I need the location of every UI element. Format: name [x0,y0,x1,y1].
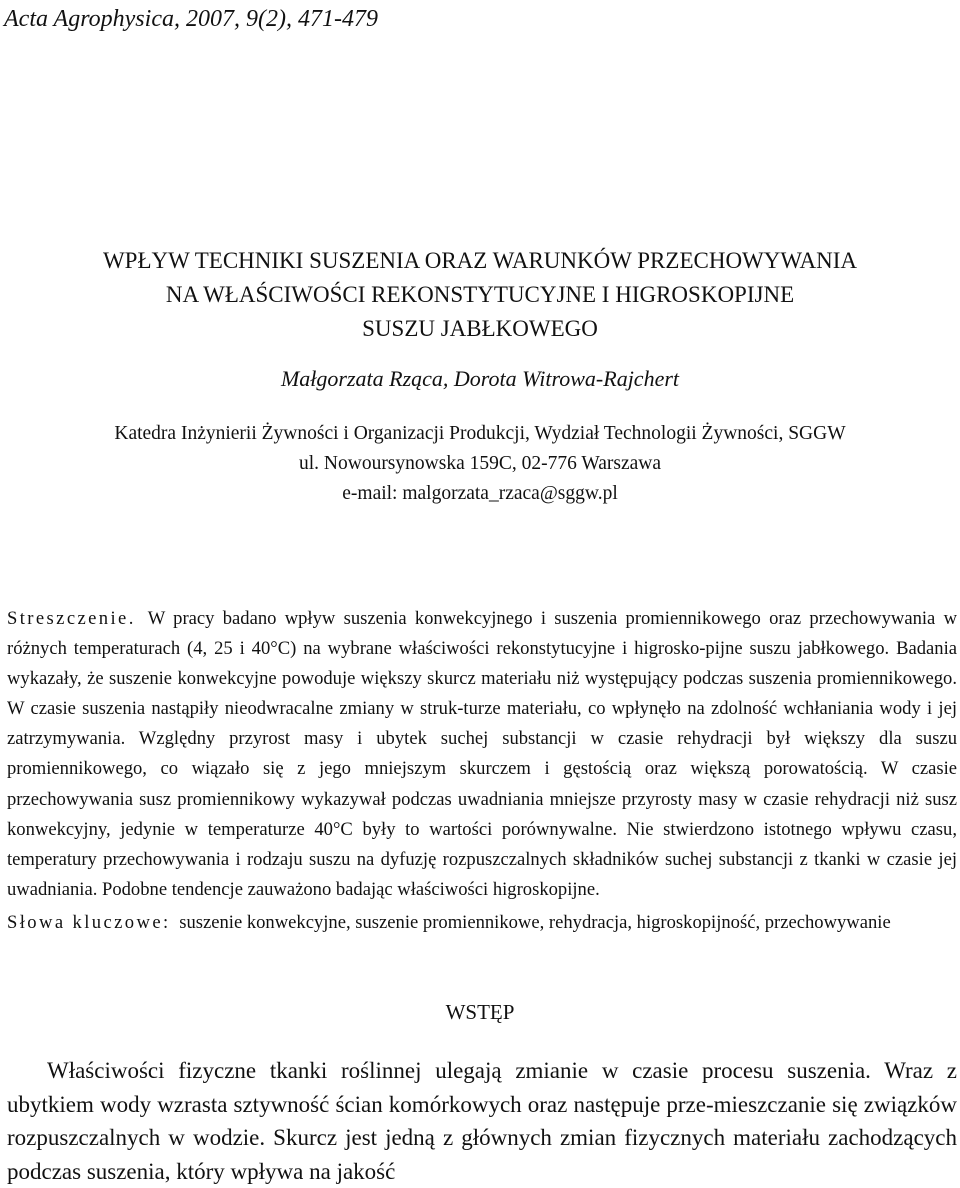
article-title-line: NA WŁAŚCIWOŚCI REKONSTYTUCYJNE I HIGROSKOPIJNE [165,282,795,307]
abstract [7,604,957,905]
intro-text: Właściwości fizyczne tkanki roślinnej ulegają zmianie w czasie procesu suszenia. Wraz z ubytkiem wody wzrasta sztywność ścian komórkowych oraz następuje prze-mieszczanie się związków rozpuszczalnych w wodzie. Skurcz jest jedną z głównych zmian fizycznych materiału zachodzących podczas suszenia, który wpływa na jakość [7,1058,957,1184]
affiliation-email[interactable]: e-mail: malgorzata_rzaca@sggw.pl [342,483,618,504]
keywords-label: Słowa kluczowe: [7,912,171,933]
authors: Małgorzata Rząca, Dorota Witrowa-Rajchert [280,366,680,391]
intro-paragraph [7,1054,957,1188]
keywords-text: suszenie konwekcyjne, suszenie promiennikowe, rehydracja, higroskopijność, przechowywanie [179,912,891,933]
article-title-line: SUSZU JABŁKOWEGO [362,316,598,341]
affiliation-institution: Katedra Inżynierii Żywności i Organizacji Produkcji, Wydział Technologii Żywności, SGGW [114,423,846,444]
affiliation-address: ul. Nowoursynowska 159C, 02-776 Warszawa [298,453,662,474]
abstract-label: Streszczenie. [7,608,136,629]
affiliation [0,419,960,509]
section-heading: WSTĘP [445,1000,515,1024]
article-title-line: WPŁYW TECHNIKI SUSZENIA ORAZ WARUNKÓW PRZECHOWYWANIA [102,248,858,273]
journal-citation: Acta Agrophysica, 2007, 9(2), 471-479 [4,6,378,32]
article-title [0,244,960,346]
abstract-text: W pracy badano wpływ suszenia konwekcyjnego i suszenia promiennikowego oraz przechowywania w różnych temperaturach (4, 25 i 40°C) na wybrane właściwości rekonstytucyjne i higrosko-pijne suszu jabłkowego. Badania wykazały, że suszenie konwekcyjne powoduje większy skurcz materiału niż występujący podczas suszenia promiennikowego. W czasie suszenia nastąpiły nieodwracalne zmiany w struk-turze materiału, co wpłynęło na zdolność wchłaniania wody i jej zatrzymywania. Względny przyrost masy i ubytek suchej substancji w czasie rehydracji był większy dla suszu promiennikowego, co wiązało się z jego mniejszym skurczem i gęstością oraz większą porowatością. W czasie przechowywania susz promiennikowy wykazywał podczas uwadniania mniejsze przyrosty masy w czasie rehydracji niż susz konwekcyjny, jedynie w temperaturze 40°C były to wartości porównywalne. Nie stwierdzono istotnego wpływu czasu, temperatury przechowywania i rodzaju suszu na dyfuzję rozpuszczalnych składników suchej substancji z tkanki w czasie jej uwadniania. Podobne tendencje zauważono badając właściwości higroskopijne. [7,608,958,900]
keywords [7,908,957,938]
